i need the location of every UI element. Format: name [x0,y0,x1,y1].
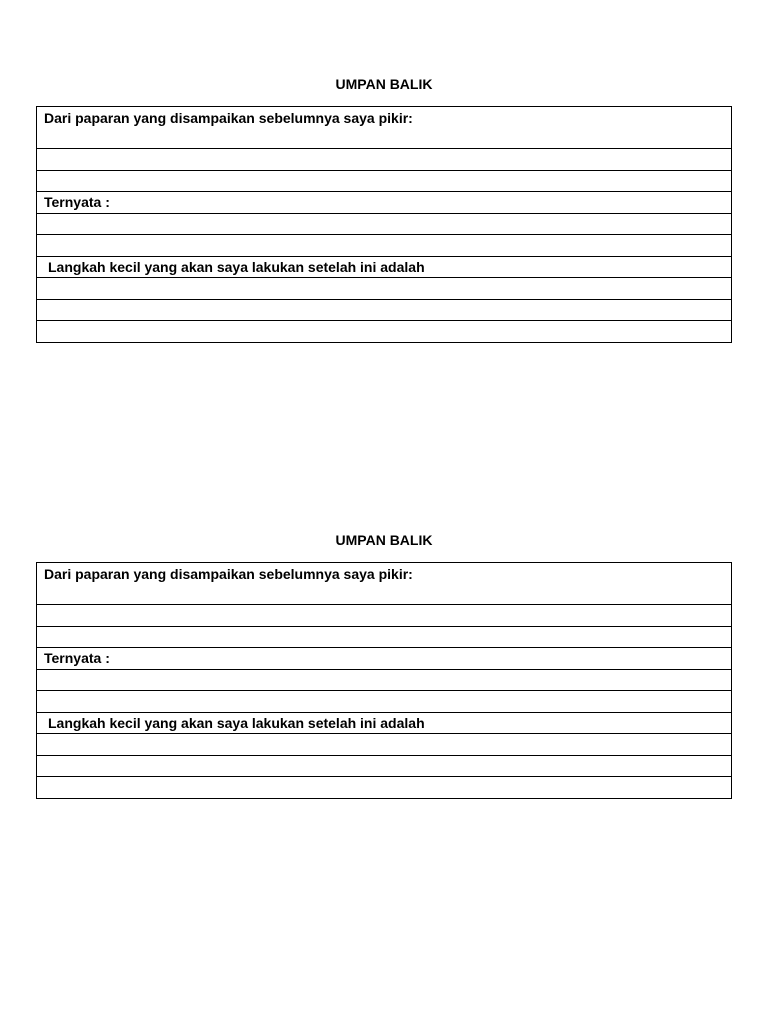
answer-line[interactable] [37,299,731,321]
answer-line[interactable] [37,755,731,777]
prompt-row-next-step: Langkah kecil yang akan saya lakukan setelah ini adalah [37,712,731,734]
answer-line[interactable] [37,277,731,299]
answer-line[interactable] [37,669,731,691]
prompt-row-thought: Dari paparan yang disampaikan sebelumnya saya pikir: [44,566,413,582]
form-title: UMPAN BALIK [335,532,433,548]
feedback-table [36,562,732,799]
answer-line[interactable] [37,320,731,342]
form-title: UMPAN BALIK [335,76,433,92]
answer-line[interactable] [37,234,731,256]
feedback-table [36,106,732,343]
prompt-row-thought: Dari paparan yang disampaikan sebelumnya saya pikir: [44,110,413,126]
answer-line[interactable] [37,626,731,648]
prompt-row-reality: Ternyata : [37,647,731,669]
prompt-row-reality: Ternyata : [37,191,731,213]
answer-line[interactable] [37,170,731,192]
answer-line[interactable] [37,604,731,626]
answer-line[interactable] [37,733,731,755]
prompt-row-next-step: Langkah kecil yang akan saya lakukan setelah ini adalah [37,256,731,278]
answer-line[interactable] [37,213,731,235]
answer-line[interactable] [37,690,731,712]
answer-line[interactable] [37,148,731,170]
answer-line[interactable] [37,776,731,798]
